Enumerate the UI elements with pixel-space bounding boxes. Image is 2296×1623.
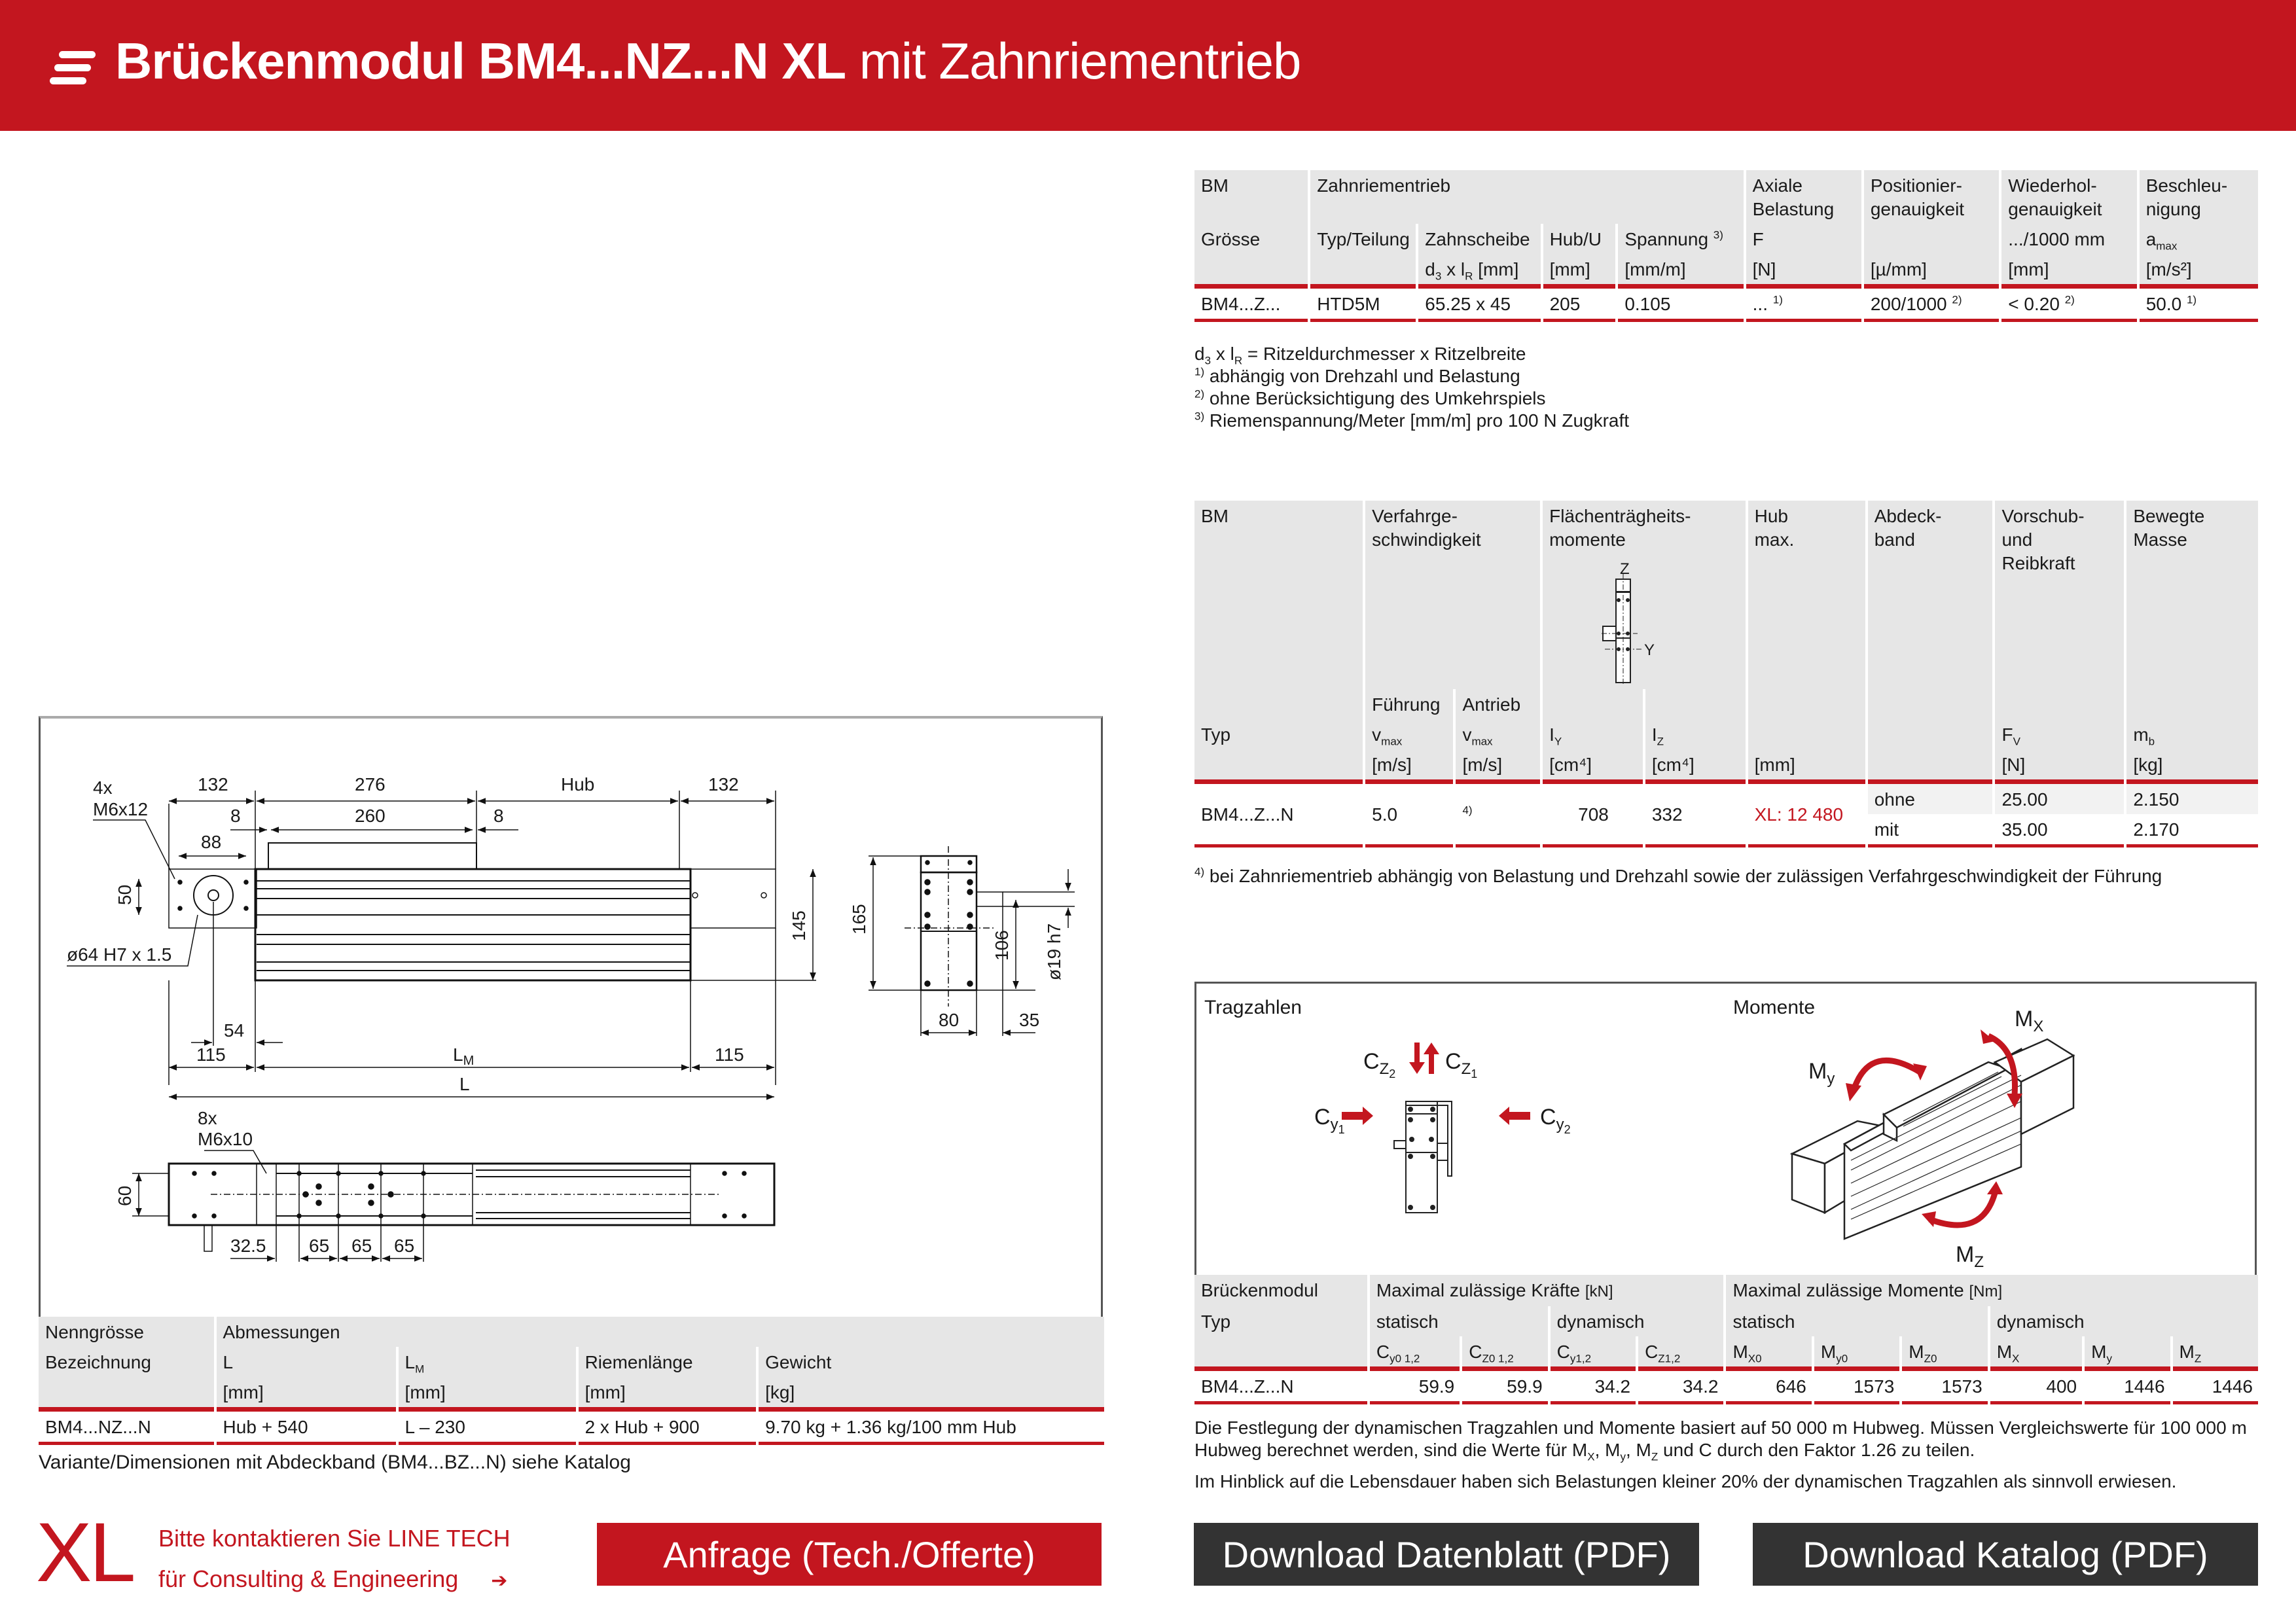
sub-lm: $L_M$ — [404, 1352, 425, 1376]
sub-acc: $a_{max}$ — [2145, 229, 2178, 253]
dim-label: 88 — [201, 832, 222, 852]
technical-drawing-frame — [39, 716, 1103, 1318]
menu-lines-icon — [50, 51, 96, 85]
cell-value: 59.9 — [1462, 1366, 1547, 1404]
sub-antrieb: Antrieb — [1462, 694, 1521, 715]
cell-value: 1573 — [1814, 1366, 1899, 1404]
dim-label: 260 — [355, 806, 386, 826]
header-row-1 — [1194, 170, 2258, 224]
dim-label: 145 — [789, 910, 809, 941]
contact-text — [158, 1518, 511, 1601]
motion-spec-table — [1192, 501, 2261, 847]
loads-note-2: Im Hinblick auf die Lebensdauer haben sich Belastungen kleiner 20% der dynamischen Tragzahlen als sinnvoll erwiesen. — [1194, 1471, 2177, 1491]
contact-line-1: Bitte kontaktieren Sie LINE TECH — [158, 1525, 511, 1552]
dim-label: $L_M$ — [453, 1044, 475, 1068]
cell-value: 59.9 — [1370, 1366, 1460, 1404]
cell-iy: 708 — [1543, 779, 1643, 847]
dim-label: 8 — [493, 806, 504, 826]
page-title — [115, 31, 1300, 91]
cell-v-antrieb: 4) — [1456, 779, 1540, 847]
dim-label: 35 — [1019, 1010, 1040, 1030]
unit-f: [N] — [1752, 259, 1776, 279]
col-modul: Brückenmodul — [1201, 1280, 1318, 1300]
sub-statisch: statisch — [1732, 1311, 1795, 1332]
cell-mb: 2.150 — [2126, 779, 2258, 814]
unit-cm4: [cm⁴] — [1651, 755, 1695, 775]
cy2-label: $C_y2$ — [1540, 1105, 1571, 1136]
unit-ms: [m/s] — [1372, 755, 1412, 775]
inquiry-button[interactable]: Anfrage (Tech./Offerte) — [597, 1523, 1102, 1586]
dim-label: 132 — [198, 774, 228, 794]
unit-mm: [mm] — [584, 1382, 626, 1402]
col-axial: Axiale Belastung — [1752, 175, 1835, 219]
header-row-units — [1194, 254, 2258, 284]
drawing-label: 4x — [93, 777, 113, 798]
unit-pos: [µ/mm] — [1870, 259, 1927, 279]
variant-note: Variante/Dimensionen mit Abdeckband (BM4...BZ...N) siehe Katalog — [39, 1452, 631, 1473]
sub-fv: $F_V$ — [2001, 724, 2020, 748]
cell-typ: BM4...Z...N — [1194, 779, 1363, 847]
col-repeat: Wiederhol- genauigkeit — [2008, 175, 2102, 219]
unit-zahnscheibe: $d_3$ x $l_R$ [mm] — [1425, 259, 1519, 283]
cell-gewicht: 9.70 kg + 1.36 kg/100 mm Hub — [759, 1407, 1104, 1445]
cell-bez: BM4...NZ...N — [39, 1407, 214, 1445]
sub-dynamisch: dynamisch — [1556, 1311, 1645, 1332]
title-light: mit Zahnriementrieb — [859, 32, 1301, 90]
drawing-label: M6x12 — [93, 799, 149, 819]
cy1-arrow-icon — [1342, 1107, 1373, 1125]
col-accel: Beschleu- nigung — [2145, 175, 2228, 219]
dim-label: 50 — [115, 884, 135, 905]
sub-riemen: Riemenlänge — [584, 1352, 693, 1372]
sub-hubu: Hub/U — [1549, 229, 1602, 249]
cz2-label: $C_Z2$ — [1363, 1049, 1396, 1080]
drive-footnotes — [1194, 343, 1629, 432]
my-arrow-icon — [1846, 1060, 1927, 1101]
dim-label: 276 — [355, 774, 386, 794]
cell-zahnscheibe: 65.25 x 45 — [1418, 284, 1540, 322]
col-mz0: $M_{Z0}$ — [1909, 1342, 1937, 1365]
sub-rep: .../1000 mm — [2008, 229, 2106, 249]
unit-spannung: [mm/m] — [1624, 259, 1686, 279]
unit-kg: [kg] — [765, 1382, 795, 1402]
cell-groesse: BM4...Z... — [1194, 284, 1308, 322]
footnote-2: $^{2)}$ ohne Berücksichtigung des Umkehrspiels — [1194, 387, 1546, 408]
col-speed: Verfahrge- schwindigkeit — [1372, 506, 1481, 550]
svg-text:Y: Y — [1644, 641, 1655, 659]
col-cy: $C_{y1,2}$ — [1556, 1342, 1592, 1365]
table-row — [1194, 1366, 2258, 1404]
dim-label: 115 — [715, 1044, 744, 1065]
cell-value: 400 — [1990, 1366, 2082, 1404]
dim-label: 65 — [394, 1236, 415, 1256]
svg-text:Z: Z — [1620, 560, 1630, 578]
sub-zahnscheibe: Zahnscheibe — [1425, 229, 1530, 249]
cell-rep: < 0.20 $^{2)}$ — [2001, 284, 2136, 322]
dim-label: 32.5 — [230, 1236, 266, 1256]
drawing-label: ø64 H7 x 1.5 — [67, 944, 172, 965]
cell-fv: 35.00 — [1995, 814, 2124, 847]
loads-table — [1192, 1275, 2261, 1404]
cell-acc: 50.0 $^{1)}$ — [2140, 284, 2258, 322]
cell-hubu: 205 — [1543, 284, 1616, 322]
table-row — [39, 1407, 1104, 1445]
cell-spannung: 0.105 — [1618, 284, 1743, 322]
module-isometric — [1792, 1039, 2073, 1239]
col-feed: Vorschub- und Reibkraft — [2001, 506, 2085, 573]
unit-mm: [mm] — [1754, 755, 1795, 775]
col-inertia: Flächenträgheits- momente Z Y — [1543, 501, 1746, 689]
dim-label: 106 — [992, 930, 1012, 961]
cell-lm: L – 230 — [399, 1407, 576, 1445]
sub-spannung: Spannung $^{3)}$ — [1624, 228, 1723, 249]
sub-bezeichnung: Bezeichnung — [45, 1352, 151, 1372]
drawing-label: M6x10 — [198, 1129, 253, 1149]
mx-label: $M_X$ — [2015, 1007, 2044, 1035]
cell-value: 646 — [1726, 1366, 1811, 1404]
col-my: $M_y$ — [2091, 1342, 2112, 1365]
cz1-label: $C_Z1$ — [1445, 1049, 1478, 1080]
loads-note-1: Die Festlegung der dynamischen Tragzahlen und Momente basiert auf 50 000 m Hubweg. Müssen Vergleichswerte für 100 000 m Hubweg berechnet werden, sind die Werte für $M_X$, $M_y$, $M_Z$ und C durch den Faktor 1.26 zu teilen. — [1194, 1418, 2247, 1463]
cell-value: 34.2 — [1638, 1366, 1723, 1404]
unit-kg: [kg] — [2133, 755, 2163, 775]
cell-typ: BM4...Z...N — [1194, 1366, 1367, 1404]
col-cz: $C_{Z1,2}$ — [1645, 1342, 1681, 1365]
cell-typ: HTD5M — [1310, 284, 1416, 322]
col-nenngroesse: Nenngrösse — [45, 1322, 144, 1342]
download-catalog-button[interactable]: Download Katalog (PDF) — [1753, 1523, 2258, 1586]
dim-label: 8 — [230, 806, 241, 826]
cz1-arrow-icon — [1424, 1043, 1439, 1074]
sub-fuehrung: Führung — [1372, 694, 1441, 715]
sub-groesse: Grösse — [1201, 229, 1261, 249]
unit-n: [N] — [2001, 755, 2026, 775]
header-row-2 — [1194, 1306, 2258, 1336]
cell-iz: 332 — [1645, 779, 1746, 847]
table-row — [1194, 779, 2258, 814]
cell-fv: 25.00 — [1995, 779, 2124, 814]
unit-mm: [mm] — [223, 1382, 264, 1402]
col-hub: Hub max. — [1754, 506, 1795, 550]
sub-dynamisch: dynamisch — [1996, 1311, 2085, 1332]
col-cy0: $C_{y0 1,2}$ — [1376, 1342, 1420, 1365]
dim-label: 60 — [115, 1185, 135, 1206]
cell-cover: ohne — [1868, 779, 1993, 814]
xl-logo: XL — [36, 1506, 134, 1599]
col-positioning: Positionier- genauigkeit — [1870, 175, 1965, 219]
header-row-units — [1194, 749, 2258, 779]
loads-notes — [1194, 1417, 2268, 1493]
dim-label: ø19 h7 — [1044, 923, 1064, 980]
dim-label: Hub — [561, 774, 595, 794]
header-row-2 — [39, 1347, 1104, 1377]
cell-l: Hub + 540 — [217, 1407, 396, 1445]
header-row-2 — [1194, 689, 2258, 719]
cell-pos: 200/1000 $^{2)}$ — [1864, 284, 1999, 322]
cell-value: 1446 — [2173, 1366, 2258, 1404]
sub-typ: Typ — [1201, 724, 1231, 745]
drawing-label: 8x — [198, 1108, 217, 1128]
col-mz: $M_Z$ — [2179, 1342, 2202, 1365]
cross-section-icon — [1588, 561, 1680, 685]
footnote-3: $^{3)}$ Riemenspannung/Meter [mm/m] pro 100 N Zugkraft — [1194, 410, 1630, 431]
cell-riemen: 2 x Hub + 900 — [579, 1407, 757, 1445]
sub-typ: Typ/Teilung — [1317, 229, 1410, 249]
cell-v-fuehrung: 5.0 — [1365, 779, 1453, 847]
momente-label: Momente — [1733, 997, 1816, 1018]
sub-iy: $I_Y$ — [1549, 724, 1562, 748]
header-row-2 — [1194, 224, 2258, 254]
cell-mb: 2.170 — [2126, 814, 2258, 847]
col-mx: $M_X$ — [1996, 1342, 2020, 1365]
my-label: $M_y$ — [1808, 1059, 1835, 1088]
sub-vmax-a: $v_{max}$ — [1462, 724, 1493, 748]
sub-gewicht: Gewicht — [765, 1352, 832, 1372]
header-row-3 — [1194, 719, 2258, 749]
loads-panel — [1194, 982, 2257, 1276]
col-bm: BM — [1201, 175, 1229, 196]
col-my0: $M_{y0}$ — [1820, 1342, 1848, 1365]
col-bm: BM — [1201, 506, 1229, 526]
dim-label: 65 — [351, 1236, 372, 1256]
sub-vmax-f: $v_{max}$ — [1372, 724, 1403, 748]
sub-mb: $m_b$ — [2133, 724, 2155, 748]
moment-diagram — [1772, 1003, 2244, 1271]
mz-label: $M_Z$ — [1956, 1242, 1984, 1271]
unit-mm: [mm] — [404, 1382, 446, 1402]
sub-f: F — [1752, 229, 1764, 249]
dim-label: 115 — [196, 1044, 226, 1065]
dim-label: 132 — [708, 774, 739, 794]
tragzahlen-label: Tragzahlen — [1204, 997, 1302, 1018]
load-diagram — [1314, 1036, 1700, 1232]
dim-label: 80 — [939, 1010, 960, 1030]
table-row — [1194, 284, 2258, 322]
sub-typ: Typ — [1201, 1311, 1231, 1332]
dim-label: 54 — [224, 1020, 245, 1041]
cell-value: 34.2 — [1551, 1366, 1636, 1404]
unit-hubu: [mm] — [1549, 259, 1590, 279]
header-row-units — [39, 1377, 1104, 1407]
unit-acc: [m/s²] — [2145, 259, 2192, 279]
header-row-1 — [39, 1317, 1104, 1347]
cy2-arrow-icon — [1499, 1107, 1530, 1125]
arrow-right-icon: ➔ — [491, 1570, 508, 1592]
col-moments: Maximal zulässige Momente [Nm] — [1732, 1280, 2003, 1300]
footnote-1: $^{1)}$ abhängig von Drehzahl und Belastung — [1194, 365, 1520, 386]
dim-label: 65 — [309, 1236, 330, 1256]
col-mx0: $M_{X0}$ — [1732, 1342, 1762, 1365]
cell-f: ... $^{1)}$ — [1746, 284, 1861, 322]
sub-pos — [1864, 224, 1999, 254]
unit-ms: [m/s] — [1462, 755, 1503, 775]
dimensions-table — [36, 1317, 1107, 1445]
drive-spec-table — [1192, 170, 2261, 322]
page-header — [0, 0, 2296, 131]
cy1-label: $C_y1$ — [1314, 1105, 1345, 1136]
col-drive: Zahnriementrieb — [1317, 175, 1451, 196]
header-row-1 — [1194, 1275, 2258, 1306]
col-cz0: $C_{Z0 1,2}$ — [1469, 1342, 1514, 1365]
motion-footnote: $^{4)}$ bei Zahnriementrieb abhängig von Belastung und Drehzahl sowie der zulässigen Verfahrgeschwindigkeit der Führung — [1194, 865, 2162, 886]
header-row-3 — [1194, 1336, 2258, 1366]
cell-hub-max: XL: 12 480 — [1748, 779, 1865, 847]
download-datasheet-button[interactable]: Download Datenblatt (PDF) — [1194, 1523, 1699, 1586]
module-cross-section — [1394, 1101, 1452, 1213]
cell-value: 1573 — [1902, 1366, 1987, 1404]
unit-rep: [mm] — [2008, 259, 2049, 279]
col-abmessungen: Abmessungen — [223, 1322, 340, 1342]
unit-cm4: [cm⁴] — [1549, 755, 1592, 775]
technical-drawing — [41, 719, 1101, 1317]
contact-line-2: für Consulting & Engineering ➔ — [158, 1565, 508, 1592]
col-forces: Maximal zulässige Kräfte [kN] — [1376, 1280, 1613, 1300]
dim-label: L — [459, 1074, 470, 1094]
sub-iz: $I_Z$ — [1651, 724, 1664, 748]
footnote-d3: $d_3$ x $l_R$ = Ritzeldurchmesser x Ritzelbreite — [1194, 344, 1526, 367]
cell-value: 1446 — [2085, 1366, 2170, 1404]
dim-label: 165 — [849, 904, 869, 935]
sub-statisch: statisch — [1376, 1311, 1439, 1332]
col-cover: Abdeck- band — [1874, 506, 1942, 550]
cell-cover: mit — [1868, 814, 1993, 847]
sub-l: L — [223, 1352, 234, 1372]
header-row-1 — [1194, 501, 2258, 689]
title-bold: Brückenmodul BM4...NZ...N XL — [115, 32, 846, 90]
col-mass: Bewegte Masse — [2133, 506, 2205, 550]
cz2-arrow-icon — [1409, 1043, 1425, 1074]
